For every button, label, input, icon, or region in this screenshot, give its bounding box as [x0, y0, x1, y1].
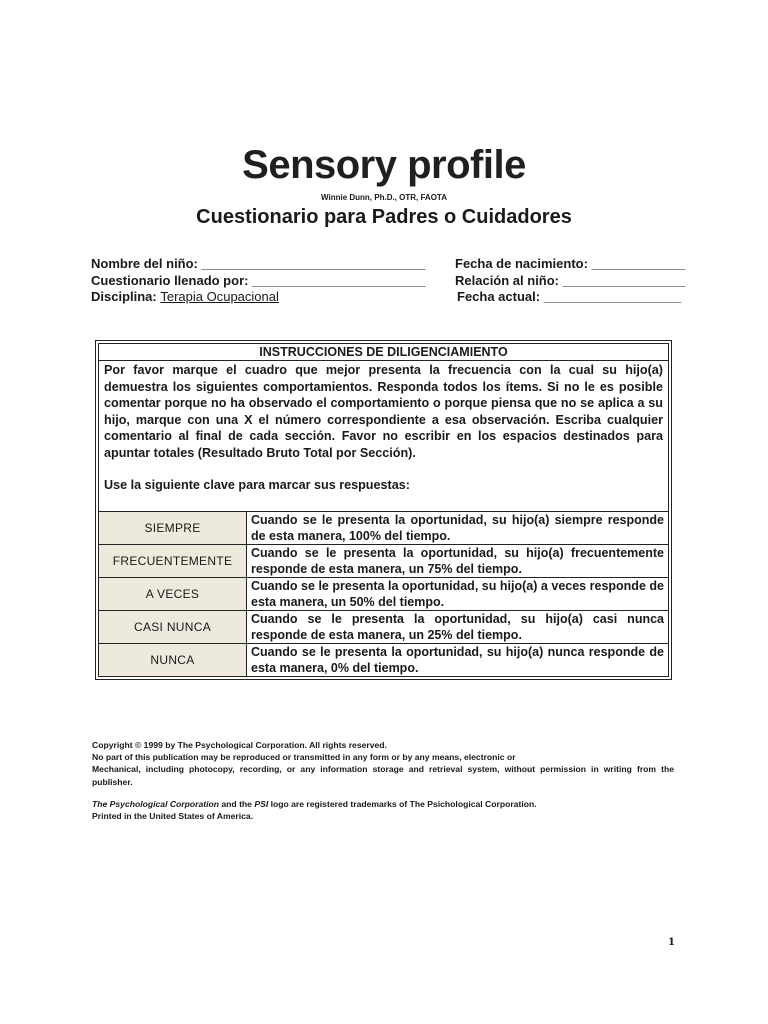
trademark-logo-name: PSI [254, 798, 269, 809]
trademark-name: The Psychological Corporation [92, 798, 220, 809]
key-description: Cuando se le presenta la oportunidad, su hijo(a) a veces responde de esta manera, un 50% del tiempo. [247, 578, 669, 611]
child-name-field[interactable]: Nombre del niño: _______________________________ [91, 256, 426, 271]
key-label: CASI NUNCA [99, 611, 247, 644]
key-label: SIEMPRE [99, 512, 247, 545]
birth-date-field[interactable]: Fecha de nacimiento: _____________ [455, 256, 686, 271]
key-description: Cuando se le presenta la oportunidad, su hijo(a) nunca responde de esta manera, 0% del tiempo. [247, 644, 669, 677]
key-row [99, 611, 668, 644]
key-row [99, 545, 668, 578]
key-row [99, 644, 668, 677]
instructions-heading: INSTRUCCIONES DE DILIGENCIAMIENTO [99, 344, 668, 361]
key-row [99, 512, 668, 545]
trademark-line: The Psychological Corporation and the PSI logo are registered trademarks of The Psichological Corporation. [92, 798, 537, 809]
discipline-label: Disciplina: [91, 289, 161, 304]
response-key-table [99, 511, 668, 676]
key-label: A VECES [99, 578, 247, 611]
current-date-field[interactable]: Fecha actual: ___________________ [457, 289, 682, 304]
copyright-line: Mechanical, including photocopy, recording, or any information storage and retrieval system, without permission in writing from the publisher. [92, 764, 674, 787]
key-label: FRECUENTEMENTE [99, 545, 247, 578]
discipline-field [91, 289, 279, 304]
document-subtitle: Cuestionario para Padres o Cuidadores [196, 206, 572, 228]
filled-by-field[interactable]: Cuestionario llenado por: ________________________ [91, 273, 426, 288]
key-intro: Use la siguiente clave para marcar sus respuestas: [104, 477, 410, 492]
author-credit: Winnie Dunn, Ph.D., OTR, FAOTA [321, 193, 447, 202]
copyright-notice [92, 739, 674, 822]
printed-line: Printed in the United States of America. [92, 811, 254, 822]
relation-field[interactable]: Relación al niño: _________________ [455, 273, 686, 288]
instructions-box [95, 340, 672, 680]
document-title: Sensory profile [242, 143, 526, 187]
instructions-body: Por favor marque el cuadro que mejor presenta la frecuencia con la cual su hijo(a) demuestra los siguientes comportamientos. Responda todos los ítems. Si no le es posible comentar porque no ha observado el comportamiento o porque piensa que no se aplica a su hijo, marque con una X el número correspondiente a esa observación. Escriba cualquier comentario al final de cada sección. Favor no escribir en los espacios destinados para apuntar totales (Resultado Bruto Total por Sección). [104, 363, 663, 460]
key-label: NUNCA [99, 644, 247, 677]
discipline-value: Terapia Ocupacional [160, 289, 279, 304]
key-row [99, 578, 668, 611]
key-description: Cuando se le presenta la oportunidad, su hijo(a) siempre responde de esta manera, 100% del tiempo. [247, 512, 669, 545]
key-description: Cuando se le presenta la oportunidad, su hijo(a) frecuentemente responde de esta manera, un 75% del tiempo. [247, 545, 669, 578]
copyright-line: Copyright © 1999 by The Psychological Corporation. All rights reserved. [92, 740, 387, 750]
key-description: Cuando se le presenta la oportunidad, su hijo(a) casi nunca responde de esta manera, un 25% del tiempo. [247, 611, 669, 644]
copyright-line: No part of this publication may be reproduced or transmitted in any form or by any means, electronic or [92, 752, 516, 763]
page-number: 1 [668, 937, 675, 948]
